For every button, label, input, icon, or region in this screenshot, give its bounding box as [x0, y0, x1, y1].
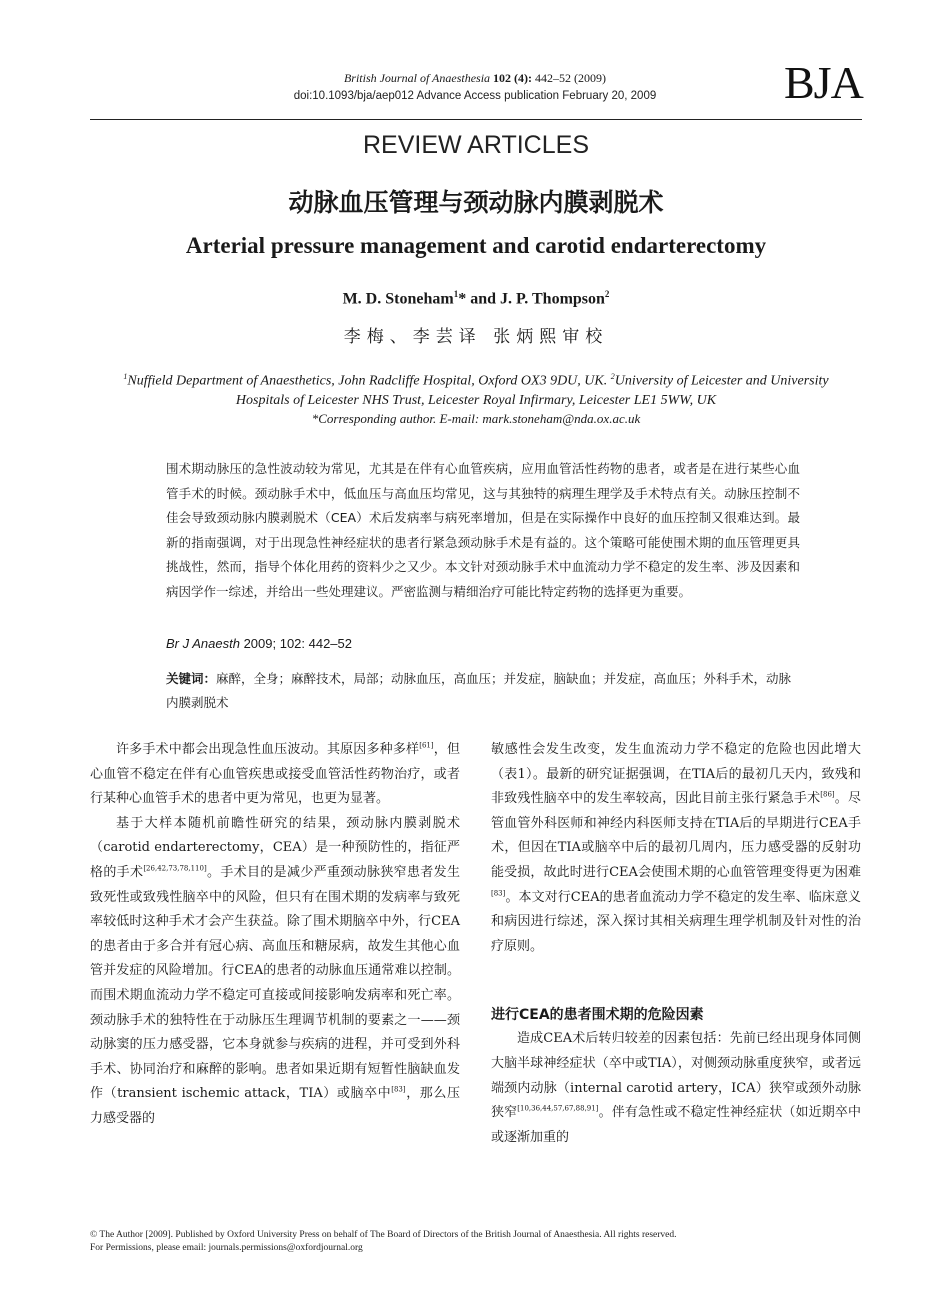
affil1-text: Nuffield Department of Anaesthetics, John Radcliffe Hospital, Oxford OX3 9DU, UK.: [127, 373, 611, 389]
keywords-label: 关键词：: [166, 671, 217, 686]
body-paragraph: [491, 1027, 861, 1150]
body-paragraph: [491, 738, 861, 959]
translators-line: 李梅、李芸译 张炳熙审校: [343, 327, 609, 347]
affil2-mark: 2: [610, 372, 615, 381]
permissions-line: For Permissions, please email: journals.permissions@oxfordjournal.org: [90, 1243, 363, 1253]
body-text: 。手术目的是减少严重颈动脉狭窄患者发生致死性或致残性脑卒中的风险，但只有在围术期的发病率与致死率较低时这种手术才会产生获益。除了围术期脑卒中外，行CEA的患者由于多合并有冠心病、高血压和糖尿病，故发生其他心血管并发症的风险增加。行CEA的患者的动脉血压通常难以控制。而围术期血流动力学不稳定可直接或间接影响发病率和死亡率。颈动脉手术的独特性在于动脉压生理调节机制的要素之一——颈动脉窦的压力感受器，它本身就参与疾病的进程，并可受到外科手术、协同治疗和麻醉的影响。患者如果近期有短暂性脑缺血发作（transient ischemic attack，TIA）或脑卒中: [90, 864, 460, 1102]
header-divider: [90, 119, 862, 120]
copyright-line: © The Author [2009]. Published by Oxford University Press on behalf of The Board of Directors of the British Journal of Anaesthesia. All rights reserved.: [90, 1230, 677, 1240]
reference-mark: [83]: [491, 889, 506, 898]
citation-line: [166, 634, 800, 654]
body-text: 造成CEA术后转归较差的因素包括：先前已经出现身体同侧大脑半球神经症状（卒中或TIA），对侧颈动脉重度狭窄，或者远端颈内动脉（internal carotid artery，ICA）狭窄或颈外动脉狭窄: [491, 1031, 861, 1121]
affil2-text: University of Leicester and University Hospitals of Leicester NHS Trust, Leicester Royal Infirmary, Leicester LE1 5WW, UK: [235, 373, 829, 408]
affil1-mark: 1: [123, 372, 128, 381]
author-conjunction: * and: [458, 290, 500, 308]
author-list: [90, 283, 862, 310]
article-title-english: Arterial pressure management and carotid endarterectomy: [185, 233, 767, 258]
author1-affil-mark: 1: [453, 289, 459, 299]
section-heading: REVIEW ARTICLES: [363, 131, 589, 159]
doi-line: doi:10.1093/bja/aep012 Advance Access publication February 20, 2009: [293, 90, 657, 102]
author-thompson: J. P. Thompson: [499, 290, 605, 308]
body-text: 。尽管血管外科医师和神经内科医师支持在TIA后的早期进行CEA手术，但因在TIA或脑卒中后的最初几周内，压力感受器的反射功能受损，故此时进行CEA会使围术期的心血管管理变得更为困难: [491, 791, 861, 880]
reference-mark: [83]: [391, 1085, 406, 1094]
reference-mark: [10,36,44,57,67,88,91]: [517, 1104, 599, 1113]
author2-affil-mark: 2: [604, 289, 610, 299]
body-text: 许多手术中都会出现急性血压波动。其原因多种多样: [116, 742, 420, 757]
body-text: ，但心血管不稳定在伴有心血管疾患或接受血管活性药物治疗，或者行某种心血管手术的患者中更为常见，也更为显著。: [90, 742, 460, 807]
corresponding-author: *Corresponding author. E-mail: mark.stoneham@nda.ox.ac.uk: [311, 411, 641, 426]
abstract-text: 围术期动脉压的急性波动较为常见，尤其是在伴有心血管疾病，应用血管活性药物的患者，或者是在进行某些心血管手术的时候。颈动脉手术中，低血压与高血压均常见，这与其独特的病理生理学及手术特点有关。动脉压控制不佳会导致颈动脉内膜剥脱术（CEA）术后发病率与病死率增加，但是在实际操作中良好的血压控制又很难达到。最新的指南强调，对于出现急性神经症状的患者行紧急颈动脉手术是有益的。这个策略可能使围术期的血压管理更具挑战性，然而，指导个体化用药的资料少之又少。本文针对颈动脉手术中血流动力学不稳定的发生率、涉及因素和病因学作一综述，并给出一些处理建议。严密监测与精细治疗可能比特定药物的选择更为重要。: [166, 461, 800, 599]
article-title-chinese: 动脉血压管理与颈动脉内膜剥脱术: [288, 188, 664, 217]
body-column-right: [491, 738, 861, 1150]
journal-name: British Journal of Anaesthesia: [343, 71, 491, 85]
reference-mark: [61]: [419, 741, 434, 750]
body-text: 。本文对行CEA的患者血流动力学不稳定的发生率、临床意义和病因进行综述，深入探讨其相关病理生理学机制及针对性的治疗原则。: [491, 889, 861, 954]
body-text: 。伴有急性或不稳定性神经症状（如近期卒中或逐渐加重的: [491, 1105, 861, 1145]
affiliations: [100, 367, 852, 410]
citation-details: 2009; 102: 442–52: [239, 636, 353, 651]
reference-mark: [26,42,73,78,110]: [143, 864, 207, 873]
journal-pages: 442–52 (2009): [535, 71, 607, 85]
body-column-left: [90, 738, 460, 1132]
copyright-footer: [90, 1229, 862, 1255]
body-text: 基于大样本随机前瞻性研究的结果，颈动脉内膜剥脱术（carotid endarterectomy，CEA）是一种预防性的，指征严格的手术: [90, 815, 460, 880]
author-stoneham: M. D. Stoneham: [342, 290, 454, 308]
reference-mark: [86]: [820, 790, 835, 799]
bja-logo: BJA: [784, 57, 863, 108]
citation-journal: Br J Anaesth: [166, 636, 240, 651]
journal-citation-line: [180, 70, 770, 86]
body-text: ，那么压力感受器的: [90, 1086, 460, 1126]
body-paragraph: [90, 812, 460, 1132]
section-subheading: 进行CEA的患者围术期的危险因素: [491, 1007, 704, 1024]
journal-volume: 102 (4):: [493, 71, 533, 85]
keywords: [166, 667, 800, 715]
body-text: 敏感性会发生改变，发生血流动力学不稳定的危险也因此增大（表1）。最新的研究证据强调，在TIA后的最初几天内，致残和非致残性脑卒中的发生率较高，因此目前主张行紧急手术: [491, 742, 861, 807]
body-paragraph: [90, 738, 460, 812]
keywords-text: 麻醉，全身；麻醉技术，局部；动脉血压，高血压；并发症，脑缺血；并发症，高血压；外科手术，动脉内膜剥脱术: [166, 671, 792, 710]
